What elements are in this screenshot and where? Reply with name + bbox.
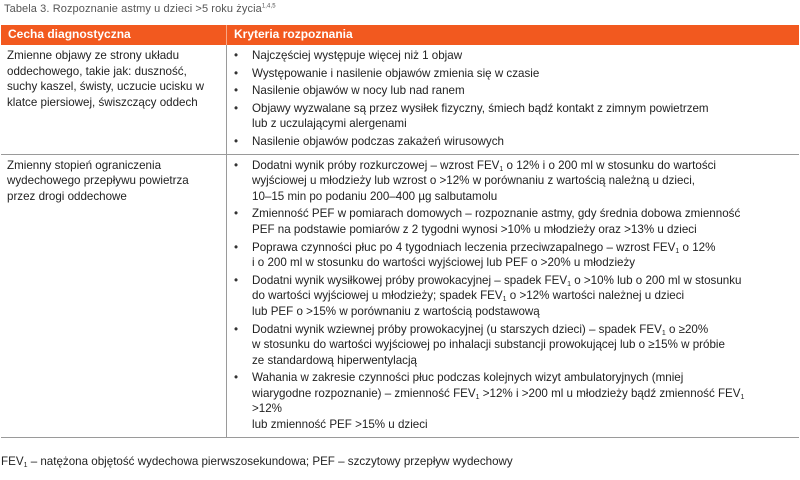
criteria-item bbox=[234, 322, 795, 369]
header-feature: Cecha diagnostyczna bbox=[1, 25, 227, 45]
criteria-line: Objawy wyzwalane są przez wysiłek fizyczny, śmiech bądź kontakt z zimnym powietrzem bbox=[252, 101, 709, 115]
footnote bbox=[1, 455, 513, 468]
criteria-item bbox=[234, 273, 795, 320]
criteria-line: Występowanie i nasilenie objawów zmienia się w czasie bbox=[252, 66, 540, 80]
criteria-cell bbox=[227, 154, 800, 437]
table-row bbox=[1, 45, 799, 154]
criteria-line: Dodatni wynik próby rozkurczowej – wzrost $FEV_1$ o 12% i o 200 ml w stosunku do wartości bbox=[252, 158, 716, 173]
criteria-line: Nasilenie objawów podczas zakażeń wirusowych bbox=[252, 134, 504, 148]
criteria-line: Dodatni wynik wziewnej próby prowokacyjnej (u starszych dzieci) – spadek $FEV_1$ o ≥20% bbox=[252, 322, 709, 337]
criteria-line: 10–15 min po podaniu 200–400 µg salbutamolu bbox=[252, 189, 498, 203]
table-row bbox=[1, 154, 799, 437]
criteria-line: lub PEF o >15% w porównaniu z wartością podstawową bbox=[252, 304, 540, 318]
criteria-line: PEF na podstawie pomiarów z 2 tygodni wynosi >10% u młodzieży oraz >13% u dzieci bbox=[252, 222, 697, 236]
criteria-item bbox=[234, 101, 795, 132]
footnote-text: $FEV_1$ – natężona objętość wydechowa pierwszosekundowa; PEF – szczytowy przepływ wydechowy bbox=[1, 455, 513, 469]
caption-text: Tabela 3. Rozpoznanie astmy u dzieci >5 roku życia bbox=[4, 3, 262, 15]
criteria-item bbox=[234, 240, 795, 271]
feature-cell: Zmienne objawy ze strony układu oddechowego, takie jak: duszność, suchy kaszel, świsty, uczucie ucisku w klatce piersiowej, świszczący oddech bbox=[1, 45, 227, 154]
criteria-line: ze standardową hiperwentylacją bbox=[252, 353, 417, 367]
criteria-list bbox=[234, 158, 795, 433]
table-body bbox=[1, 45, 799, 437]
criteria-item bbox=[234, 158, 795, 205]
criteria-line: Dodatni wynik wysiłkowej próby prowokacyjnej – spadek $FEV_1$ o >10% lub o 200 ml w stosunku bbox=[252, 273, 742, 288]
criteria-line: Wahania w zakresie czynności płuc podczas kolejnych wizyt ambulatoryjnych (mniej bbox=[252, 371, 684, 385]
criteria-line: Nasilenie objawów w nocy lub nad ranem bbox=[252, 84, 465, 98]
criteria-line: Poprawa czynności płuc po 4 tygodniach leczenia przeciwzapalnego – wzrost $FEV_1$ o 12% bbox=[252, 240, 716, 255]
criteria-line: Zmienność PEF w pomiarach domowych – rozpoznanie astmy, gdy średnia dobowa zmienność bbox=[252, 207, 741, 221]
criteria-line: do wartości wyjściowej u młodzieży; spadek $FEV_1$ o >12% wartości należnej u dzieci bbox=[252, 289, 685, 304]
table-caption bbox=[4, 3, 276, 15]
feature-cell: Zmienny stopień ograniczenia wydechowego przepływu powietrza przez drogi oddechowe bbox=[1, 154, 227, 437]
criteria-line: i o 200 ml w stosunku do wartości wyjściowej lub PEF o >20% u młodzieży bbox=[252, 256, 636, 270]
criteria-item bbox=[234, 206, 795, 237]
criteria-item bbox=[234, 83, 795, 99]
criteria-line: w stosunku do wartości wyjściowej po inhalacji substancji prowokującej lub o ≥15% w próbie bbox=[252, 338, 725, 352]
criteria-line: lub zmienność PEF >15% u dzieci bbox=[252, 418, 428, 432]
criteria-item bbox=[234, 134, 795, 150]
criteria-line: wyjściowej u młodzieży lub wzrost o >12% w porównaniu z wartością należną u dzieci, bbox=[252, 174, 696, 188]
caption-references: 1,4,5 bbox=[261, 3, 276, 10]
criteria-item bbox=[234, 48, 795, 64]
criteria-list bbox=[234, 48, 795, 150]
criteria-line: lub z uczulającymi alergenami bbox=[252, 117, 407, 131]
asthma-diagnosis-table bbox=[1, 25, 799, 438]
criteria-item bbox=[234, 370, 795, 432]
table-header-row bbox=[1, 25, 799, 45]
criteria-cell bbox=[227, 45, 800, 154]
criteria-line: Najczęściej występuje więcej niż 1 objaw bbox=[252, 49, 463, 62]
criteria-line: wiarygodne rozpoznanie) – zmienność $FEV_1 >12\%$ i >200 ml u młodzieży bądź zmienność $FEV_1$ bbox=[252, 386, 745, 401]
criteria-item bbox=[234, 66, 795, 82]
criteria-line: >12% bbox=[252, 402, 282, 416]
header-criteria: Kryteria rozpoznania bbox=[227, 25, 800, 45]
